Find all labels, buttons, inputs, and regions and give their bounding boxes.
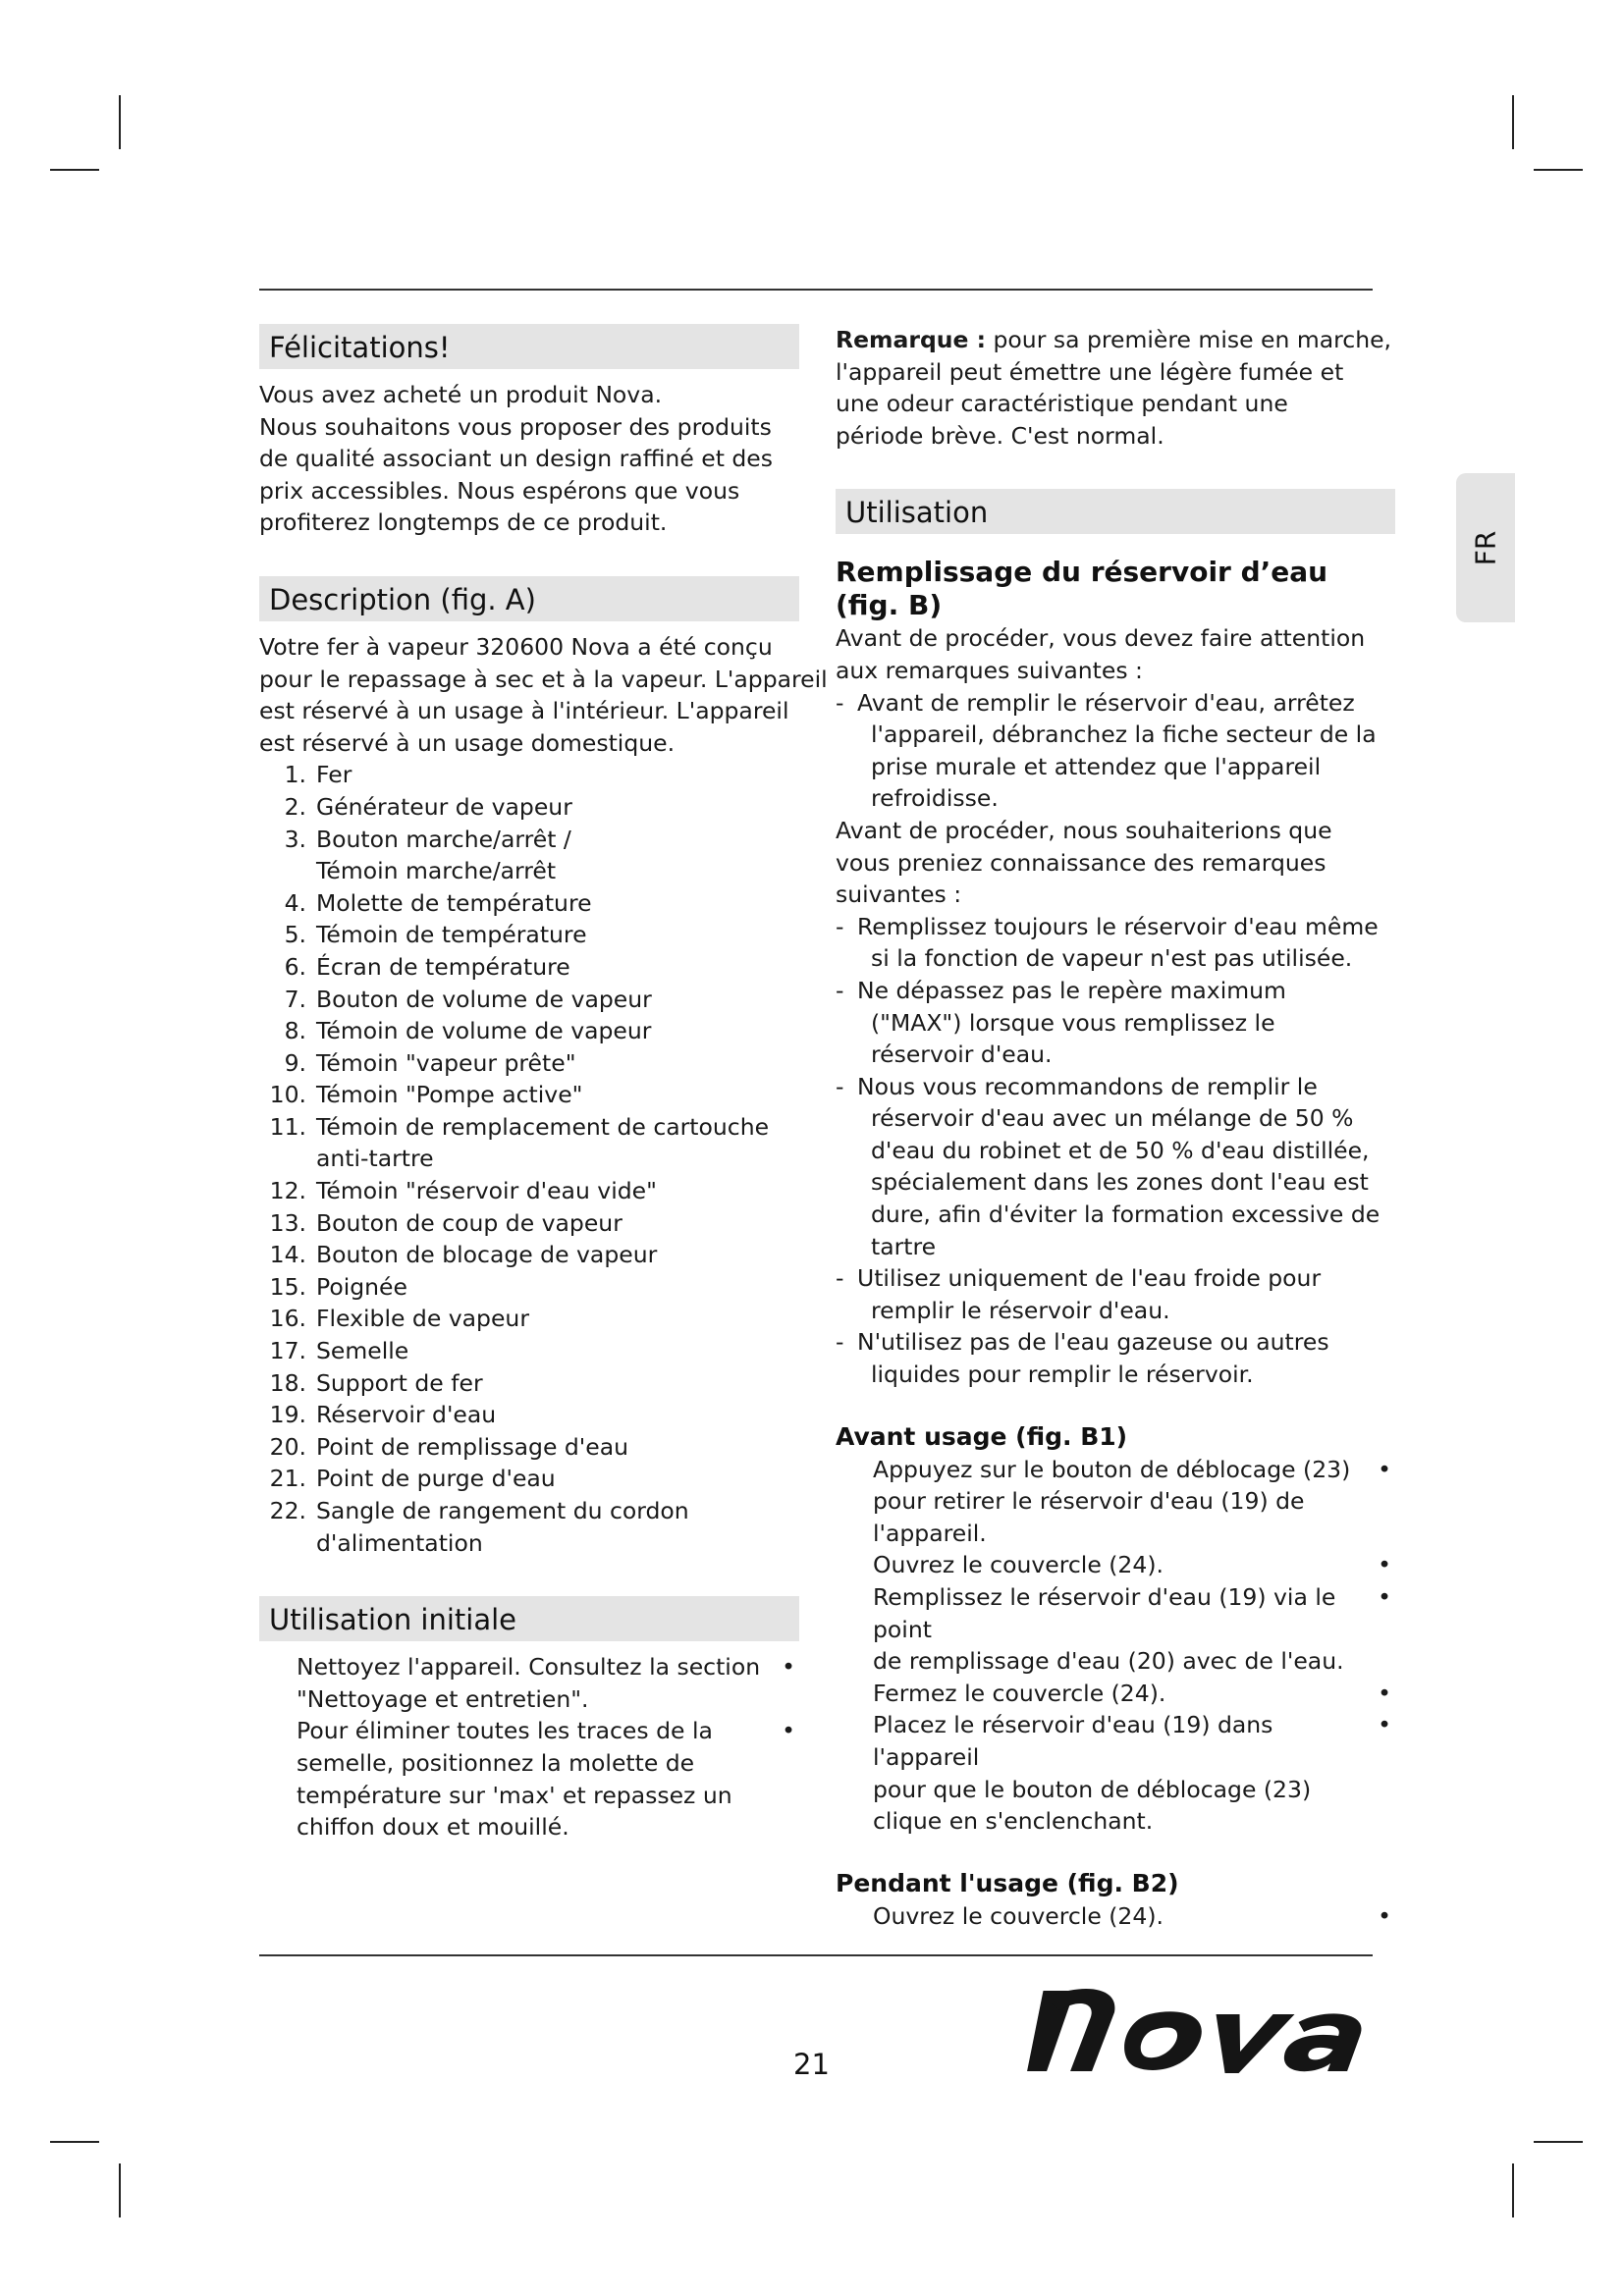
part-label bbox=[316, 1367, 799, 1400]
left-column bbox=[259, 324, 828, 1843]
bullet-line: semelle, positionnez la molette de bbox=[297, 1748, 695, 1777]
part-label-line: Molette de température bbox=[316, 888, 592, 917]
part-number: 12. bbox=[269, 1177, 306, 1205]
dash-text bbox=[857, 1326, 1395, 1390]
part-label-line: Sangle de rangement du cordon bbox=[316, 1497, 689, 1524]
bullet-item bbox=[873, 1709, 1395, 1837]
part-label-line: Témoin "Pompe active" bbox=[316, 1081, 583, 1109]
part-number: 9. bbox=[284, 1048, 306, 1077]
parts-list bbox=[259, 759, 799, 1559]
remplissage-title: Remplissage du réservoir d’eau bbox=[836, 556, 1328, 589]
part-number: 21. bbox=[269, 1465, 306, 1493]
dash-item bbox=[836, 1262, 1395, 1326]
dash-text bbox=[857, 975, 1395, 1071]
part-label bbox=[316, 919, 799, 951]
parts-list-item bbox=[259, 1079, 799, 1111]
dash-line: liquides pour remplir le réservoir. bbox=[871, 1361, 1254, 1389]
language-tab bbox=[1456, 473, 1515, 622]
bullet-dot: • bbox=[1378, 1455, 1391, 1483]
part-label-line: Témoin de remplacement de cartouche bbox=[316, 1112, 770, 1141]
part-label bbox=[316, 984, 799, 1016]
part-number: 4. bbox=[284, 888, 306, 917]
part-label-line: Bouton de blocage de vapeur bbox=[316, 1241, 658, 1269]
dash-mark: - bbox=[836, 1264, 844, 1293]
bullet-line: Ouvrez le couvercle (24). bbox=[873, 1901, 1164, 1930]
bullet-item bbox=[873, 1581, 1395, 1678]
parts-list-item bbox=[259, 824, 799, 887]
part-number: 1. bbox=[284, 761, 306, 789]
bullet-line: Remplissez le réservoir d'eau (19) via le point bbox=[873, 1583, 1336, 1643]
right-column bbox=[836, 324, 1395, 1932]
part-label bbox=[316, 791, 799, 824]
remarque-line bbox=[836, 324, 1395, 356]
remarque-block bbox=[836, 324, 1395, 452]
part-label-line: Témoin "vapeur prête" bbox=[316, 1048, 576, 1077]
dash-item bbox=[836, 687, 1395, 815]
dash-line: Utilisez uniquement de l'eau froide pour bbox=[857, 1264, 1322, 1293]
dash-line: dure, afin d'éviter la formation excessive de bbox=[871, 1201, 1380, 1229]
remplissage-dash-list-2 bbox=[836, 911, 1395, 1391]
felicitations-line: profiterez longtemps de ce produit. bbox=[259, 508, 668, 537]
dash-mark: - bbox=[836, 1328, 844, 1357]
dash-line: Avant de remplir le réservoir d'eau, arrêtez bbox=[857, 688, 1355, 717]
felicitations-heading: Félicitations! bbox=[259, 324, 799, 369]
dash-line: d'eau du robinet et de 50 % d'eau distillée, bbox=[871, 1136, 1370, 1164]
part-number: 13. bbox=[269, 1208, 306, 1237]
crop-mark-bottom-left-h bbox=[50, 2141, 99, 2143]
part-label-line: Fer bbox=[316, 761, 352, 789]
crop-mark-top-right-v bbox=[1512, 95, 1514, 149]
dash-line: Nous vous recommandons de remplir le bbox=[857, 1072, 1318, 1100]
bullet-dot: • bbox=[1378, 1583, 1391, 1611]
part-number: 3. bbox=[284, 825, 306, 853]
part-label-line: Témoin de température bbox=[316, 921, 587, 949]
remplissage-intro-line: Avant de procéder, vous devez faire attention bbox=[836, 624, 1366, 653]
part-number: 2. bbox=[284, 792, 306, 821]
bullet-item bbox=[297, 1715, 799, 1842]
avant-usage-list bbox=[836, 1454, 1395, 1838]
part-label-line: Écran de température bbox=[316, 952, 570, 981]
part-label-line: Semelle bbox=[316, 1337, 409, 1365]
dash-mark: - bbox=[836, 912, 844, 940]
dash-text bbox=[857, 911, 1395, 975]
dash-line: tartre bbox=[871, 1232, 937, 1260]
part-label bbox=[316, 1495, 799, 1559]
bottom-rule bbox=[259, 1954, 1373, 1956]
part-label-line: Bouton de coup de vapeur bbox=[316, 1208, 623, 1237]
part-number: 5. bbox=[284, 921, 306, 949]
remplissage-intro2-line: Avant de procéder, nous souhaiterions que bbox=[836, 816, 1332, 844]
bullet-dot: • bbox=[1378, 1901, 1391, 1930]
part-label bbox=[316, 1431, 799, 1464]
part-label bbox=[316, 1463, 799, 1495]
part-label bbox=[316, 951, 799, 984]
part-number: 6. bbox=[284, 952, 306, 981]
dash-line: N'utilisez pas de l'eau gazeuse ou autres bbox=[857, 1328, 1329, 1357]
dash-line: si la fonction de vapeur n'est pas utilisée. bbox=[871, 944, 1353, 973]
bullet-dot: • bbox=[1378, 1551, 1391, 1579]
part-label bbox=[316, 1079, 799, 1111]
part-number: 20. bbox=[269, 1432, 306, 1461]
dash-line: Remplissez toujours le réservoir d'eau même bbox=[857, 912, 1379, 940]
parts-list-item bbox=[259, 1175, 799, 1207]
bullet-line: "Nettoyage et entretien". bbox=[297, 1684, 589, 1713]
utilisation-initiale-heading: Utilisation initiale bbox=[259, 1596, 799, 1641]
description-line: pour le repassage à sec et à la vapeur. L'appareil bbox=[259, 665, 828, 693]
dash-line: ("MAX") lorsque vous remplissez le bbox=[871, 1008, 1275, 1037]
parts-list-item bbox=[259, 1303, 799, 1335]
part-label-line: Bouton de volume de vapeur bbox=[316, 985, 652, 1013]
felicitations-text bbox=[259, 379, 799, 539]
parts-list-item bbox=[259, 1463, 799, 1495]
bullet-item bbox=[873, 1678, 1395, 1710]
dash-line: réservoir d'eau. bbox=[871, 1041, 1053, 1069]
utilisation-heading: Utilisation bbox=[836, 489, 1395, 534]
bullet-line: chiffon doux et mouillé. bbox=[297, 1813, 569, 1842]
part-label-line: Point de remplissage d'eau bbox=[316, 1432, 628, 1461]
dash-line: prise murale et attendez que l'appareil bbox=[871, 752, 1322, 780]
part-label bbox=[316, 887, 799, 920]
felicitations-line: Vous avez acheté un produit Nova. bbox=[259, 381, 663, 408]
dash-line: réservoir d'eau avec un mélange de 50 % bbox=[871, 1104, 1354, 1133]
bullet-line: pour retirer le réservoir d'eau (19) de bbox=[873, 1487, 1305, 1516]
description-line: est réservé à un usage à l'intérieur. L'appareil bbox=[259, 697, 789, 725]
bullet-item bbox=[873, 1549, 1395, 1581]
dash-mark: - bbox=[836, 688, 844, 717]
page-number: 21 bbox=[793, 2048, 830, 2081]
part-label-line: Flexible de vapeur bbox=[316, 1305, 529, 1333]
parts-list-item bbox=[259, 1047, 799, 1080]
bullet-line: l'appareil. bbox=[873, 1519, 987, 1547]
part-number: 18. bbox=[269, 1368, 306, 1397]
parts-list-item bbox=[259, 791, 799, 824]
parts-list-item bbox=[259, 1207, 799, 1240]
remplissage-title-fig: (fig. B) bbox=[836, 589, 943, 622]
dash-item bbox=[836, 911, 1395, 975]
part-label-line: Réservoir d'eau bbox=[316, 1401, 497, 1429]
bullet-item bbox=[873, 1900, 1395, 1933]
remarque-text: pour sa première mise en marche, bbox=[986, 326, 1392, 353]
dash-line: Ne dépassez pas le repère maximum bbox=[857, 976, 1286, 1004]
parts-list-item bbox=[259, 919, 799, 951]
dash-text bbox=[857, 687, 1395, 815]
avant-usage-title: Avant usage (fig. B1) bbox=[836, 1421, 1128, 1451]
part-label bbox=[316, 1399, 799, 1431]
parts-list-item bbox=[259, 1015, 799, 1047]
part-label bbox=[316, 1239, 799, 1271]
part-label-line: d'alimentation bbox=[316, 1528, 483, 1557]
part-number: 15. bbox=[269, 1272, 306, 1301]
crop-mark-bottom-right-h bbox=[1534, 2141, 1583, 2143]
part-label bbox=[316, 1335, 799, 1367]
bullet-line: pour que le bouton de déblocage (23) bbox=[873, 1775, 1312, 1803]
part-number: 19. bbox=[269, 1401, 306, 1429]
bullet-line: Pour éliminer toutes les traces de la bbox=[297, 1717, 713, 1745]
parts-list-item bbox=[259, 759, 799, 791]
bullet-line: de remplissage d'eau (20) avec de l'eau. bbox=[873, 1647, 1344, 1676]
crop-mark-bottom-left-v bbox=[119, 2163, 121, 2217]
dash-item bbox=[836, 1326, 1395, 1390]
crop-mark-top-left-h bbox=[50, 169, 99, 171]
parts-list-item bbox=[259, 951, 799, 984]
dash-line: l'appareil, débranchez la fiche secteur de la bbox=[871, 721, 1377, 749]
dash-item bbox=[836, 975, 1395, 1071]
utilisation-initiale-list bbox=[259, 1651, 799, 1843]
part-number: 10. bbox=[269, 1081, 306, 1109]
part-number: 16. bbox=[269, 1305, 306, 1333]
crop-mark-top-left-v bbox=[119, 95, 121, 149]
part-number: 17. bbox=[269, 1337, 306, 1365]
part-label-line: Support de fer bbox=[316, 1368, 483, 1397]
parts-list-item bbox=[259, 1399, 799, 1431]
parts-list-item bbox=[259, 1271, 799, 1304]
bullet-line: Fermez le couvercle (24). bbox=[873, 1679, 1166, 1707]
bullet-dot: • bbox=[1378, 1679, 1391, 1707]
part-label bbox=[316, 1111, 799, 1175]
bullet-line: clique en s'enclenchant. bbox=[873, 1807, 1154, 1836]
bullet-line: Nettoyez l'appareil. Consultez la section bbox=[297, 1653, 761, 1682]
description-intro bbox=[259, 631, 828, 759]
part-number: 8. bbox=[284, 1017, 306, 1045]
remarque-line: une odeur caractéristique pendant une bbox=[836, 390, 1288, 418]
dash-line: refroidisse. bbox=[871, 784, 999, 813]
remplissage-intro2-line: suivantes : bbox=[836, 881, 962, 909]
parts-list-item bbox=[259, 1495, 799, 1559]
dash-mark: - bbox=[836, 976, 844, 1004]
part-label-line: Poignée bbox=[316, 1272, 407, 1301]
dash-text bbox=[857, 1262, 1395, 1326]
dash-line: remplir le réservoir d'eau. bbox=[871, 1296, 1170, 1324]
remplissage-intro-line: aux remarques suivantes : bbox=[836, 656, 1143, 684]
part-label bbox=[316, 1207, 799, 1240]
felicitations-line: Nous souhaitons vous proposer des produits bbox=[259, 412, 772, 441]
bullet-line: Appuyez sur le bouton de déblocage (23) bbox=[873, 1455, 1351, 1483]
part-label bbox=[316, 1015, 799, 1047]
dash-text bbox=[857, 1071, 1395, 1263]
parts-list-item bbox=[259, 1111, 799, 1175]
parts-list-item bbox=[259, 1239, 799, 1271]
parts-list-item bbox=[259, 984, 799, 1016]
bullet-item bbox=[873, 1454, 1395, 1550]
part-label-line: Générateur de vapeur bbox=[316, 792, 572, 821]
bullet-line: Placez le réservoir d'eau (19) dans l'appareil bbox=[873, 1711, 1273, 1771]
crop-mark-top-right-h bbox=[1534, 169, 1583, 171]
dash-line: spécialement dans les zones dont l'eau est bbox=[871, 1168, 1369, 1197]
description-heading: Description (fig. A) bbox=[259, 576, 799, 621]
bullet-line: Ouvrez le couvercle (24). bbox=[873, 1551, 1164, 1579]
part-label-line: Bouton marche/arrêt / bbox=[316, 825, 571, 853]
part-number: 11. bbox=[269, 1112, 306, 1141]
part-number: 7. bbox=[284, 985, 306, 1013]
part-label bbox=[316, 1271, 799, 1304]
remplissage-dash-list-1 bbox=[836, 687, 1395, 815]
pendant-usage-title: Pendant l'usage (fig. B2) bbox=[836, 1868, 1179, 1897]
part-label bbox=[316, 1303, 799, 1335]
part-label bbox=[316, 824, 799, 887]
bullet-line: température sur 'max' et repassez un bbox=[297, 1781, 732, 1809]
description-line: Votre fer à vapeur 320600 Nova a été conçu bbox=[259, 632, 773, 661]
part-label bbox=[316, 1175, 799, 1207]
part-label-line: Point de purge d'eau bbox=[316, 1465, 556, 1493]
bullet-item bbox=[297, 1651, 799, 1715]
description-line: est réservé à un usage domestique. bbox=[259, 728, 676, 757]
dash-item bbox=[836, 1071, 1395, 1263]
parts-list-item bbox=[259, 1367, 799, 1400]
bullet-dot: • bbox=[782, 1653, 795, 1682]
pendant-usage-list bbox=[836, 1900, 1395, 1933]
part-label-line: Témoin de volume de vapeur bbox=[316, 1017, 652, 1045]
nova-logo bbox=[1011, 1977, 1375, 2085]
felicitations-line: prix accessibles. Nous espérons que vous bbox=[259, 476, 740, 505]
parts-list-item bbox=[259, 1335, 799, 1367]
part-label-line: Témoin "réservoir d'eau vide" bbox=[316, 1177, 657, 1205]
part-label bbox=[316, 1047, 799, 1080]
bullet-dot: • bbox=[782, 1717, 795, 1745]
bullet-dot: • bbox=[1378, 1711, 1391, 1739]
remarque-label: Remarque : bbox=[836, 326, 987, 353]
felicitations-line: de qualité associant un design raffiné et des bbox=[259, 445, 774, 473]
parts-list-item bbox=[259, 887, 799, 920]
part-number: 14. bbox=[269, 1241, 306, 1269]
dash-mark: - bbox=[836, 1072, 844, 1100]
language-tab-label: FR bbox=[1469, 530, 1502, 565]
part-label-line: anti-tartre bbox=[316, 1145, 434, 1173]
part-number: 22. bbox=[269, 1497, 306, 1524]
remarque-line: période brève. C'est normal. bbox=[836, 421, 1164, 450]
part-label-line: Témoin marche/arrêt bbox=[316, 857, 557, 885]
top-rule bbox=[259, 289, 1373, 291]
part-label bbox=[316, 759, 799, 791]
crop-mark-bottom-right-v bbox=[1512, 2163, 1514, 2217]
remarque-line: l'appareil peut émettre une légère fumée et bbox=[836, 357, 1344, 386]
parts-list-item bbox=[259, 1431, 799, 1464]
remplissage-intro2-line: vous preniez connaissance des remarques bbox=[836, 848, 1326, 877]
